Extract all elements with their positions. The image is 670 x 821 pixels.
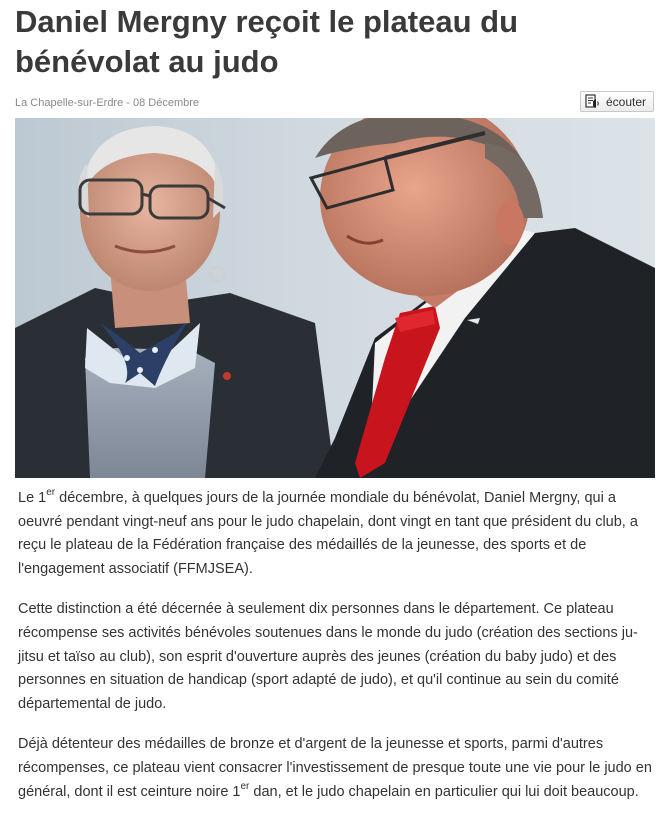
meta-separator: - (123, 97, 133, 109)
article-location: La Chapelle-sur-Erdre (15, 97, 124, 109)
paragraph-1 (18, 487, 658, 581)
listen-button[interactable] (580, 91, 654, 112)
p3-rest: dan, et le judo chapelain en particulier qui lui doit beaucoup. (249, 783, 639, 800)
article-photo (15, 118, 655, 478)
article-title: Daniel Mergny reçoit le plateau du bénévolat au judo (15, 4, 519, 79)
speaker-document-icon (585, 94, 600, 109)
p1-superscript: er (46, 487, 56, 499)
article-body (18, 487, 658, 821)
p1-start: Le 1 (18, 490, 47, 506)
article-date: 08 Décembre (133, 97, 200, 109)
listen-label: écouter (606, 94, 647, 109)
p3-superscript: er (240, 780, 250, 792)
paragraph-3 (18, 733, 658, 804)
paragraph-2: Cette distinction a été décernée à seulement dix personnes dans le département. Ce plateau récompense ses activités bénévoles soutenues dans le monde du judo (création des sections ju-jitsu et taïso au club), son esprit d'ouverture auprès des jeunes (création du baby judo) et des personnes en situation de handicap (sport adapté de judo), et qu'il continue au sein du comité départemental de judo. (18, 601, 638, 712)
article-meta (15, 97, 199, 109)
p1-rest: décembre, à quelques jours de la journée mondiale du bénévolat, Daniel Mergny, qui a oeuvré pendant vingt-neuf ans pour le judo chapelain, dont vingt en tant que président du club, a reçu le plateau de la Fédération française des médaillés de la jeunesse, des sports et de l'engagement associatif (FFMJSEA). (18, 490, 638, 577)
photo-illustration (15, 118, 655, 478)
p3-start: Déjà détenteur des médailles de bronze et d'argent de la jeunesse et sports, parmi d'autres récompenses, ce plateau vient consacrer l'investissement de presque toute une vie pour le judo en général, dont il est ceinture noire 1 (18, 736, 652, 800)
